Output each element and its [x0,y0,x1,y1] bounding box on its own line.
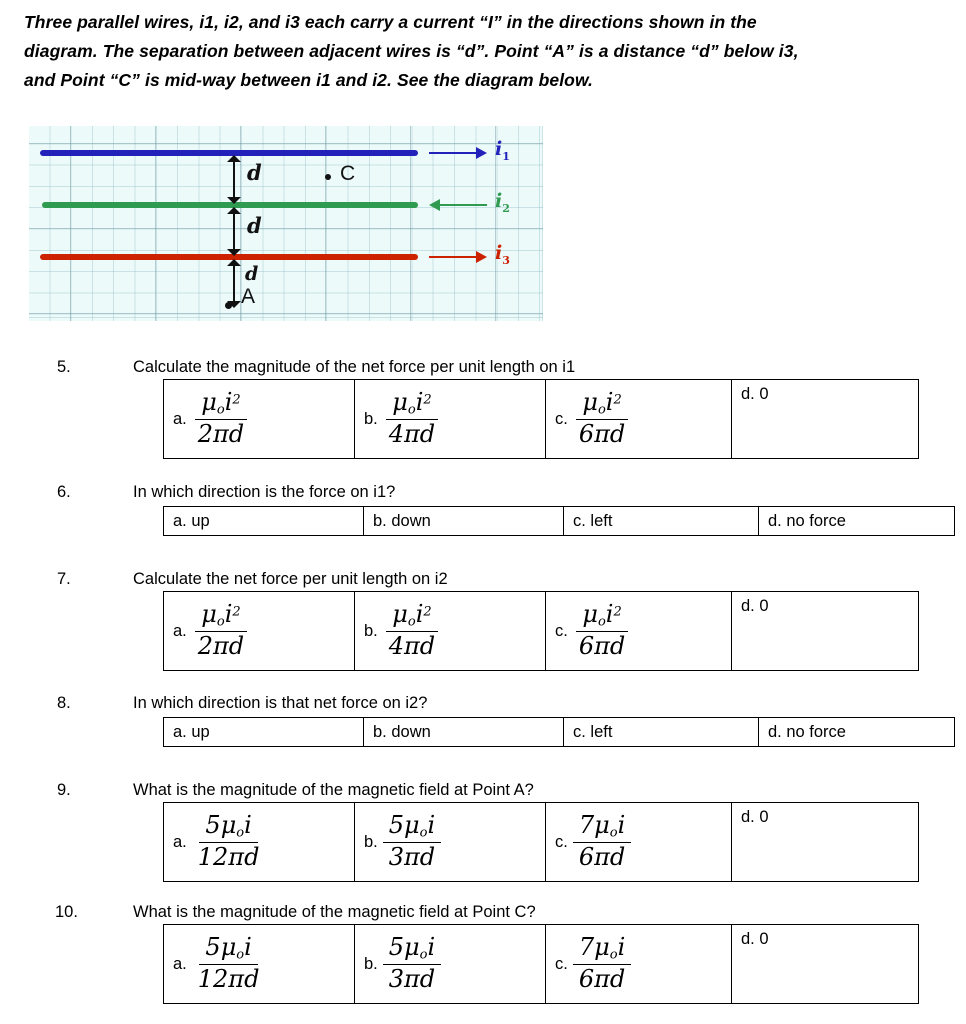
arrow-shaft [438,204,487,206]
grid-major-line [29,228,543,229]
option-label: c. [555,832,568,851]
table-row [164,803,919,882]
question-8-text: In which direction is that net force on i2? [133,694,428,712]
option-label: c. [555,409,568,428]
option-10-b[interactable] [355,925,546,1004]
grid-major-line [29,143,543,144]
option-label: a. [173,621,187,640]
wires-diagram [29,126,543,321]
fraction-denominator: 3πd [388,842,436,871]
option-8-d[interactable]: d. no force [759,718,955,747]
option-7-c[interactable] [546,592,732,671]
question-6-text: In which direction is the force on i1? [133,483,396,501]
arrowhead-right-icon [476,251,487,263]
formula-fraction [573,602,631,659]
option-5-d[interactable] [732,380,919,459]
current-arrow-i2 [429,199,487,211]
option-9-b[interactable] [355,803,546,882]
question-10-options [163,924,919,1004]
option-label: d. 0 [741,597,769,615]
separation-arrow-d3 [226,259,242,308]
option-5-b[interactable] [355,380,546,459]
option-8-c[interactable]: c. left [564,718,759,747]
fraction-numerator: $\mu_oi^2$ [576,390,627,420]
option-9-d[interactable] [732,803,919,882]
option-label: a. [173,409,187,428]
option-6-d[interactable]: d. no force [759,507,955,536]
fraction-denominator: 12πd [197,964,260,993]
arrowhead-right-icon [476,147,487,159]
grid-major-line [29,313,543,314]
option-5-c[interactable] [546,380,732,459]
fraction-denominator: 6πd [578,419,626,448]
fraction-denominator: 12πd [197,842,260,871]
intro-paragraph [24,8,944,95]
intro-line-2: diagram. The separation between adjacent wires is “d”. Point “A” is a distance “d” below i3, [24,41,799,61]
arrow-shaft [233,212,235,251]
separation-label-d3: d [245,263,259,285]
current-label-i3: $i_3$ [495,242,510,267]
separation-label-d2: d [247,213,262,238]
current-arrow-i1 [429,147,487,159]
question-10-text: What is the magnitude of the magnetic field at Point C? [133,903,536,921]
question-5-text: Calculate the magnitude of the net force per unit length on i1 [133,358,576,376]
arrow-shaft [429,152,478,154]
table-row [164,507,955,536]
fraction-numerator: $5\mu_oi$ [383,813,441,843]
fraction-numerator: $7\mu_oi$ [573,813,631,843]
table-row [164,592,919,671]
formula-fraction [192,602,250,659]
fraction-numerator: $7\mu_oi$ [573,935,631,965]
question-8-options [163,717,955,747]
option-7-b[interactable] [355,592,546,671]
formula-fraction [192,390,250,447]
option-label: d. 0 [741,385,769,403]
option-10-d[interactable] [732,925,919,1004]
intro-line-1: Three parallel wires, i1, i2, and i3 each carry a current “I” in the directions shown in the [24,12,757,32]
option-7-d[interactable] [732,592,919,671]
fraction-numerator: $5\mu_oi$ [199,813,257,843]
intro-line-3: and Point “C” is mid-way between i1 and i2. See the diagram below. [24,70,593,90]
question-9-options [163,802,919,882]
formula-fraction [192,813,266,870]
fraction-numerator: $5\mu_oi$ [383,935,441,965]
option-5-a[interactable] [164,380,355,459]
option-8-b[interactable]: b. down [364,718,564,747]
fraction-numerator: $\mu_oi^2$ [195,390,246,420]
current-label-i2: $i_2$ [495,190,510,215]
question-6-number: 6. [57,483,71,501]
option-6-b[interactable]: b. down [364,507,564,536]
arrowhead-down-icon [227,249,241,256]
arrow-shaft [233,160,235,199]
option-label: a. [173,832,187,851]
fraction-numerator: $5\mu_oi$ [199,935,257,965]
option-10-c[interactable] [546,925,732,1004]
point-a-dot [225,302,232,309]
option-label: a. [173,954,187,973]
current-arrow-i3 [429,251,487,263]
arrowhead-down-icon [227,197,241,204]
fraction-numerator: $\mu_oi^2$ [386,602,437,632]
arrow-shaft [429,256,478,258]
arrowhead-left-icon [429,199,440,211]
option-label: b. [364,621,378,640]
question-5-number: 5. [57,358,71,376]
formula-fraction [383,602,441,659]
point-a-label: A [241,285,256,308]
formula-fraction [383,813,441,870]
fraction-denominator: 2πd [197,419,245,448]
current-label-i1: $i_1$ [495,138,510,163]
table-row [164,718,955,747]
formula-fraction [383,935,441,992]
option-6-c[interactable]: c. left [564,507,759,536]
point-c-label: C [340,162,356,185]
option-label: c. [555,954,568,973]
option-label: b. [364,832,378,851]
option-label: c. [555,621,568,640]
formula-fraction [192,935,266,992]
separation-label-d1: d [247,160,262,185]
table-row [164,380,919,459]
option-8-a[interactable]: a. up [164,718,364,747]
question-9-text: What is the magnitude of the magnetic field at Point A? [133,781,534,799]
question-9-number: 9. [57,781,71,799]
question-7-number: 7. [57,570,71,588]
fraction-denominator: 3πd [388,964,436,993]
question-8-number: 8. [57,694,71,712]
question-6-options [163,506,955,536]
separation-arrow-d1 [226,155,242,204]
option-label: d. 0 [741,930,769,948]
fraction-denominator: 2πd [197,631,245,660]
fraction-denominator: 6πd [578,964,626,993]
option-9-c[interactable] [546,803,732,882]
question-7-text: Calculate the net force per unit length on i2 [133,570,448,588]
fraction-denominator: 6πd [578,842,626,871]
question-10-number: 10. [55,903,78,921]
question-7-options [163,591,919,671]
arrow-shaft [233,264,235,303]
option-7-a[interactable] [164,592,355,671]
formula-fraction [573,390,631,447]
separation-arrow-d2 [226,207,242,256]
formula-fraction [383,390,441,447]
point-c-dot [325,174,331,180]
option-9-a[interactable] [164,803,355,882]
question-5-options [163,379,919,459]
option-label: d. 0 [741,808,769,826]
fraction-denominator: 4πd [388,419,436,448]
table-row [164,925,919,1004]
option-10-a[interactable] [164,925,355,1004]
option-label: b. [364,954,378,973]
formula-fraction [573,813,631,870]
fraction-denominator: 4πd [388,631,436,660]
option-6-a[interactable]: a. up [164,507,364,536]
formula-fraction [573,935,631,992]
fraction-numerator: $\mu_oi^2$ [195,602,246,632]
fraction-numerator: $\mu_oi^2$ [386,390,437,420]
fraction-numerator: $\mu_oi^2$ [576,602,627,632]
fraction-denominator: 6πd [578,631,626,660]
option-label: b. [364,409,378,428]
